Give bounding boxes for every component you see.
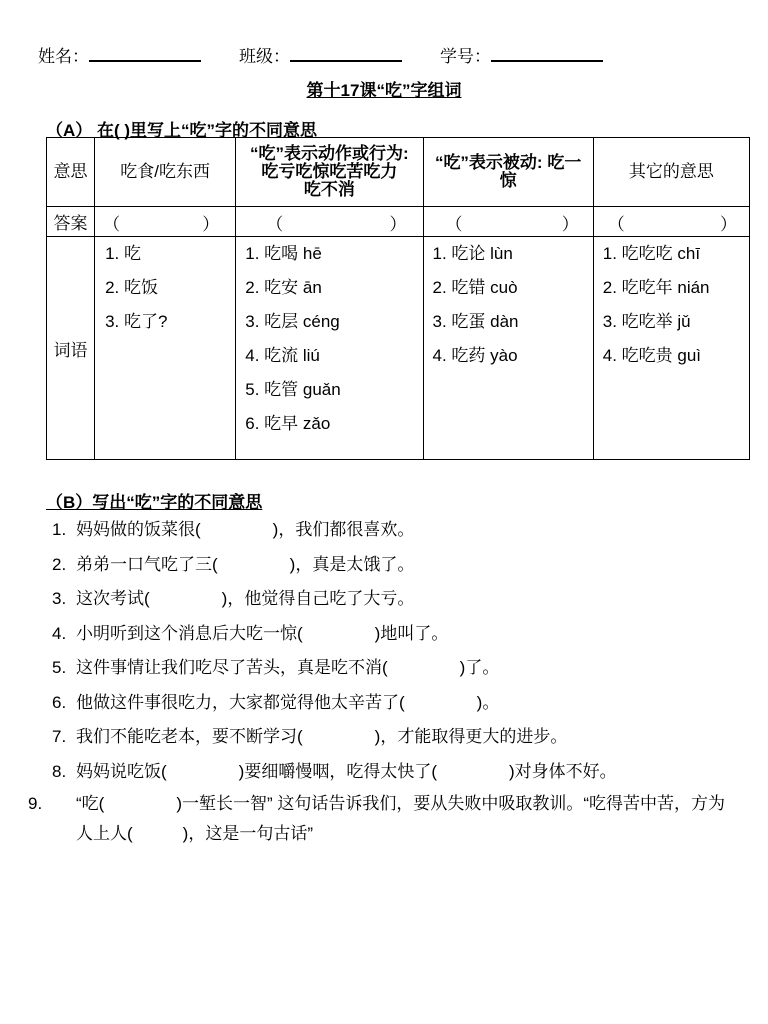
question-list (28, 513, 742, 849)
section-a-heading: （A） 在( )里写上“吃”字的不同意思 (46, 121, 318, 140)
column-header: 其它的意思 (593, 138, 749, 207)
number-field[interactable] (440, 42, 603, 67)
table-header-row (47, 138, 750, 207)
words-cell-action (236, 237, 423, 460)
list-item: 3. 吃吃举 jǔ (602, 312, 691, 331)
question-item: 7. 我们不能吃老本，要不断学习( )，才能取得更大的进步。 (52, 727, 568, 746)
list-item: 1. 吃吃吃 chī (602, 244, 701, 263)
class-field[interactable] (239, 42, 402, 67)
words-cell-eat (95, 237, 236, 460)
list-item: 4. 吃流 liú (245, 346, 320, 365)
section-b-heading: （B）写出“吃”字的不同意思 (46, 493, 263, 512)
student-info-row (38, 42, 748, 64)
question-item: 3. 这次考试( )，他觉得自己吃了大亏。 (52, 589, 415, 608)
list-item: 4. 吃吃贵 guì (602, 346, 702, 365)
answer-row-label: 答案 (47, 207, 95, 237)
list-item: 2. 吃饭 (105, 278, 158, 297)
list-item: 4. 吃药 yào (432, 346, 518, 365)
words-cell-other (593, 237, 749, 460)
question-item: 8. 妈妈说吃饭( )要细嚼慢咽，吃得太快了( )对身体不好。 (52, 761, 617, 781)
question-item: 2. 弟弟一口气吃了三( )，真是太饿了。 (52, 554, 415, 574)
column-header: “吃”表示动作或行为: 吃亏吃惊吃苦吃力 吃不消 (236, 138, 423, 207)
number-label: 学号： (440, 47, 491, 66)
answer-row (47, 207, 750, 237)
name-blank[interactable] (89, 44, 201, 62)
column-header: 意思 (47, 138, 95, 207)
worksheet-title: 第十17课“吃”字组词 (306, 81, 462, 100)
list-item: 2. 吃安 ān (245, 278, 322, 297)
list-item: 1. 吃喝 hē (245, 244, 322, 263)
question-item: 9. “吃( )一堑长一智” 这句话告诉我们，要从失败中吸取教训。“吃得苦中苦，方为人上人( )，这是一句古话” (28, 794, 726, 843)
column-header: 吃食/吃东西 (95, 138, 236, 207)
name-label: 姓名： (38, 47, 89, 66)
question-item: 4. 小明听到这个消息后大吃一惊( )地叫了。 (52, 623, 449, 643)
words-cell-passive (423, 237, 593, 460)
list-item: 6. 吃早 zǎo (245, 414, 331, 433)
meaning-table (46, 137, 750, 460)
list-item: 1. 吃 (105, 244, 141, 263)
name-field[interactable] (38, 42, 201, 67)
list-item: 2. 吃吃年 nián (602, 278, 710, 297)
answer-cell[interactable]: （ ） (423, 207, 593, 237)
answer-cell[interactable]: （ ） (593, 207, 749, 237)
question-item: 1. 妈妈做的饭菜很( )，我们都很喜欢。 (52, 520, 415, 539)
list-item: 3. 吃层 céng (245, 312, 340, 331)
answer-cell[interactable]: （ ） (236, 207, 423, 237)
class-blank[interactable] (290, 44, 402, 62)
list-item: 1. 吃论 lùn (432, 244, 513, 263)
list-item: 3. 吃蛋 dàn (432, 312, 519, 331)
column-header: “吃”表示被动: 吃一 惊 (423, 138, 593, 207)
answer-cell[interactable]: （ ） (95, 207, 236, 237)
question-item: 6. 他做这件事很吃力，大家都觉得他太辛苦了( )。 (52, 692, 500, 712)
words-row-label: 词语 (47, 237, 95, 460)
class-label: 班级： (239, 47, 290, 66)
list-item: 2. 吃错 cuò (432, 278, 518, 297)
list-item: 3. 吃了? (105, 312, 168, 331)
question-item: 5. 这件事情让我们吃尽了苦头，真是吃不消( )了。 (52, 658, 500, 677)
number-blank[interactable] (491, 44, 603, 62)
words-row (47, 237, 750, 460)
list-item: 5. 吃管 guǎn (245, 380, 341, 399)
